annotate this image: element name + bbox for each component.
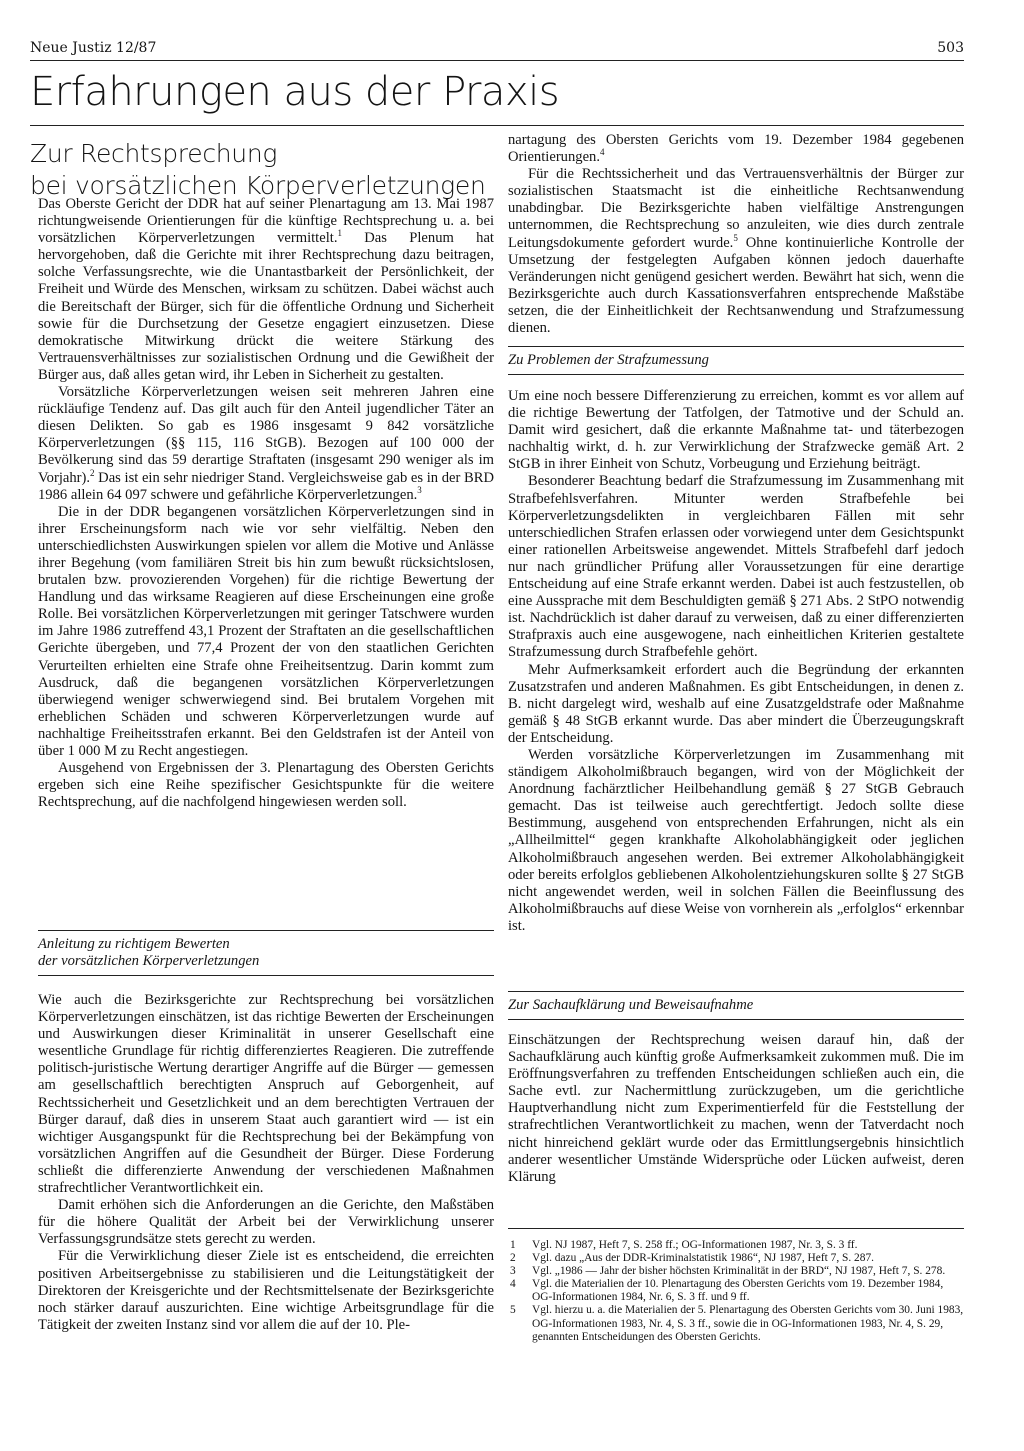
running-header: [30, 38, 964, 61]
footnote-ref: 3: [417, 484, 422, 495]
footnote-number: 4: [510, 1278, 516, 1291]
section-title: Erfahrungen aus der Praxis: [30, 69, 560, 115]
footnote-number: 5: [510, 1304, 516, 1317]
right-column-sachaufklaerung: [508, 1032, 964, 1186]
article-title-line-1: Zur Rechtsprechung: [30, 139, 278, 168]
paragraph: Für die Verwirklichung dieser Ziele ist es entscheidend, die erreichten positiven Arbeitsergebnisse zu stabilisieren und die Leitungstätigkeit der Direktoren der Kreisgerichte und der Rechtsmittelsenate der Bezirksgerichte noch stärker darauf auszurichten. Eine wichtige Arbeitsgrundlage für die Tätigkeit der zweiten Instanz sind vor allem die auf der 10. Ple-: [38, 1248, 494, 1333]
paragraph: Besonderer Beachtung bedarf die Strafzumessung im Zusammenhang mit Strafbefehlsverfahren. Mitunter werden Strafbefehle bei Körperverletzungsdelikten in vergleichbaren Fällen mit sehr unterschiedlichen Strafen erlassen oder vorwiegend unter dem Gesichtspunkt einer rationellen Arbeitsweise angewendet. Mittels Strafbefehl darf jedoch nur nach gründlicher Prüfung aller Voraussetzungen für eine derartige Entscheidung auf eine Strafe erkannt werden. Dabei ist auch festzustellen, ob eine Aussprache mit dem Beschuldigten gemäß § 271 Abs. 2 StPO notwendig ist. Nachdrücklich ist daher darauf zu verweisen, daß zu einer differenzierten Strafpraxis auch eine ausgewogene, nach einheitlichen Kriterien gestaltete Strafzumessung durch Strafbefehle gehört.: [508, 473, 964, 661]
right-column-top: [508, 132, 964, 337]
footnote-ref: 1: [337, 228, 342, 239]
footnote-number: 1: [510, 1239, 516, 1251]
footnote: [508, 1304, 964, 1343]
footnote-text: Vgl. NJ 1987, Heft 7, S. 258 ff.; OG-Informationen 1987, Nr. 3, S. 3 ff.: [532, 1239, 858, 1251]
paragraph: nartagung des Obersten Gerichts vom 19. Dezember 1984 gegebenen Orientierungen.$^4$: [508, 132, 964, 166]
paragraph: Für die Rechtssicherheit und das Vertrauensverhältnis der Bürger zur sozialistischen Staatsmacht ist die einheitliche Rechtsanwendung unabdingbar. Die Bezirksgerichte haben vielfältige Anstrengungen unternommen, die Rechtsprechung so anzuleiten, wie dies durch zentrale Leitungsdokumente gefordert wurde.$^5$ Ohne kontinuierliche Kontrolle der Umsetzung der festgelegten Aufgaben können jedoch dauerhafte Veränderungen nicht genügend gesichert werden. Bewährt hat sich, wenn die Bezirksgerichte auch durch Kassationsverfahren entsprechende Maßstäbe setzen, die der Einheitlichkeit der Rechtsanwendung und Strafzumessung dienen.: [508, 166, 965, 337]
subheading-strafzumessung: Zu Problemen der Strafzumessung: [508, 346, 964, 375]
footnote-ref: 4: [600, 147, 605, 158]
footnote-text: Vgl. „1986 — Jahr der bisher höchsten Kriminalität in der BRD“, NJ 1987, Heft 7, S. 278.: [532, 1265, 946, 1278]
footnote: [508, 1252, 964, 1265]
footnote-number: 2: [510, 1252, 516, 1265]
paragraph: Wie auch die Bezirksgerichte zur Rechtsprechung bei vorsätzlichen Körperverletzungen einschätzen, ist das richtige Bewerten der Erscheinungen und Auswirkungen dieser Kriminalität in unserer Gesellschaft eine wesentliche Grundlage für richtig differenziertes Reagieren. Die zutreffende politisch-juristische Wertung derartiger Angriffe auf die Bürger — gemessen am gesellschaftlich berechtigten Anspruch auf Geborgenheit, auf Rechtssicherheit und Gesetzlichkeit und an dem berechtigten Vertrauen der Bürger darauf, daß dies in unserem Staat auch garantiert wird — ist ein wichtiger Ausgangspunkt für die Rechtsprechung bei der Bekämpfung von vorsätzlichen Angriffen auf die Gesundheit der Bürger. Diese Forderung schließt die differenzierte Anwendung der verschiedenen Maßnahmen strafrechtlicher Verantwortlichkeit ein.: [38, 992, 494, 1197]
paragraph: Werden vorsätzliche Körperverletzungen im Zusammenhang mit ständigem Alkoholmißbrauch begangen, wird von der Möglichkeit der Anordnung fachärztlicher Heilbehandlung gemäß § 27 StGB Gebrauch gemacht. Das ist teilweise auch gerechtfertigt. Jedoch sollte diese Bestimmung, ausgehend von entsprechenden Erfahrungen, nicht als ein „Allheilmittel“ gegen krankhafte Alkoholabhängigkeit oder jeglichen Alkoholmißbrauch angesehen werden. Bei extremer Alkoholabhängigkeit oder bereits erfolglos gebliebenen Alkoholentziehungskuren sollte § 27 StGB nicht angewendet werden, weil in solchen Fällen die Beeinflussung des Alkoholmißbrauchs auf diese Weise von vornherein als „erfolglos“ erkennbar ist.: [508, 746, 964, 934]
paragraph: Mehr Aufmerksamkeit erfordert auch die Begründung der erkannten Zusatzstrafen und anderen Maßnahmen. Es gibt Entscheidungen, in denen z. B. nicht dargelegt wird, weshalb auf eine Zusatzgeldstrafe oder Maßnahme gemäß § 48 StGB erkannt wurde. Das aber mindert die Überzeugungskraft der Entscheidung.: [508, 661, 964, 746]
footnotes: [508, 1228, 964, 1344]
page-number: 503: [937, 40, 964, 56]
paragraph: Damit erhöhen sich die Anforderungen an die Gerichte, den Maßstäben für die höhere Qualität der Arbeit bei der Verwirklichung unserer Verfassungsgrundsätze stets gerecht zu werden.: [38, 1197, 494, 1248]
paragraph: Ausgehend von Ergebnissen der 3. Plenartagung des Obersten Gerichts ergeben sich eine Reihe spezifischer Gesichtspunkte für die weitere Rechtsprechung, auf die nachfolgend hingewiesen werden soll.: [38, 760, 494, 811]
footnote-number: 3: [510, 1265, 516, 1278]
paragraph: Vorsätzliche Körperverletzungen weisen seit mehreren Jahren eine rückläufige Tendenz auf. Das gilt auch für den Anteil jugendlicher Täter an diesen Delikten. So gab es 1986 insgesamt 9 842 vorsätzliche Körperverletzungen (§§ 115, 116 StGB). Bezogen auf 100 000 der Bevölkerung sind das 59 derartige Straftaten (insgesamt 290 weniger als im Vorjahr).$^2$ Das ist ein sehr niedriger Stand. Vergleichsweise gab es in der BRD 1986 allein 64 097 schwere und gefährliche Körperverletzungen.$^3$: [38, 384, 495, 503]
footnote-text: Vgl. hierzu u. a. die Materialien der 5. Plenartagung des Obersten Gerichts vom 30. Juni 1983, OG-Informationen 1983, Nr. 4, S. 3 ff., sowie die in OG-Informationen 1983, Nr. 4, S. 29, genannten Entscheidungen des Obersten Gerichts.: [532, 1304, 964, 1343]
journal-issue: Neue Justiz 12/87: [30, 40, 157, 56]
paragraph: Das Oberste Gericht der DDR hat auf seiner Plenartagung am 13. Mai 1987 richtungweisende Orientierungen für die künftige Rechtsprechung u. a. bei vorsätzlichen Körperverletzungen vermittelt.$^1$ Das Plenum hat hervorgehoben, daß die Gerichte mit ihrer Rechtsprechung dazu beitragen, solche Verfassungsrechte, wie die Unantastbarkeit der Persönlichkeit, der Freiheit und Würde des Menschen, wirksam zu schützen. Dabei wächst auch die Bereitschaft der Bürger, sich für die öffentliche Ordnung und Sicherheit sowie für die Durchsetzung der Gesetze engagiert einzusetzen. Diese demokratische Mitwirkung drückt die weitere Stärkung des Vertrauensverhältnisses zur sozialistischen Ordnung und die Gewißheit der Bürger aus, daß alles getan wird, ihr Leben in Sicherheit zu gestalten.: [38, 196, 494, 383]
footnote: [508, 1278, 964, 1304]
paragraph: Einschätzungen der Rechtsprechung weisen darauf hin, daß der Sachaufklärung auch künftig große Aufmerksamkeit zukommen muß. Die im Eröffnungsverfahren zu treffenden Entscheidungen schließen auch ein, die Sache evtl. zur Nachermittlung zurückzugeben, um die gerichtliche Hauptverhandlung nicht zum Experimentierfeld für die Feststellung der strafrechtlichen Verantwortlichkeit zu machen, wenn der Tatverdacht noch nicht hinreichend geklärt wurde oder das Ermittlungsergebnis hinsichtlich anderer wesentlicher Umstände Widersprüche oder Lücken aufweist, deren Klärung: [508, 1032, 964, 1185]
left-column-bewerten: [38, 992, 494, 1334]
footnote-text: Vgl. die Materialien der 10. Plenartagung des Obersten Gerichts vom 19. Dezember 1984, OG-Informationen 1984, Nr. 6, S. 3 ff. und 9 ff.: [532, 1278, 944, 1304]
footnote: [508, 1265, 964, 1278]
footnote-ref: 5: [733, 232, 738, 243]
left-column-intro: [38, 196, 494, 811]
footnote-text: Vgl. dazu „Aus der DDR-Kriminalstatistik 1986“, NJ 1987, Heft 7, S. 287.: [532, 1252, 874, 1265]
footnote-ref: 2: [90, 467, 95, 478]
section-rule: [30, 125, 964, 126]
paragraph: Um eine noch bessere Differenzierung zu erreichen, kommt es vor allem auf die richtige Bewertung der Tatfolgen, der Tatmotive und der Schuld an. Damit wird gesichert, daß die erkannte Maßnahme tat- und täterbezogen nachhaltig wirkt, d. h. zur Verwirklichung der Strafzwecke gemäß Art. 2 StGB in ihrer Einheit von Schutz, Vorbeugung und Erziehung beiträgt.: [508, 388, 964, 473]
footnote: [508, 1239, 964, 1252]
paragraph: Die in der DDR begangenen vorsätzlichen Körperverletzungen sind in ihrer Erscheinungsform nach wie vor sehr vielfältig. Neben den unterschiedlichsten Auswirkungen spielen vor allem die Motive und Anlässe ihrer Begehung (vom familiären Streit bis hin zum bewußt rücksichtslosen, brutalen bzw. provozierenden Vorgehen) für die richtige Bewertung der Handlung und das wirksame Reagieren auf diese Erscheinungen eine große Rolle. Bei vorsätzlichen Körperverletzungen mit geringer Tatschwere wurden im Jahre 1986 zutreffend 43,1 Prozent der Straftaten an die gesellschaftlichen Gerichte übergeben, und 77,4 Prozent der von den staatlichen Gerichten Verurteilten erhielten eine Strafe ohne Freiheitsentzug. Darin kommt zum Ausdruck, daß die begangenen vorsätzlichen Körperverletzungen überwiegend weniger schwerwiegend sind. Bei brutalem Vorgehen mit erheblichen Schäden und schweren Körperverletzungen wurde auf nachhaltige Freiheitsstrafen erkannt. Bei den Geldstrafen ist der Anteil von über 1 000 M zu Recht angestiegen.: [38, 503, 494, 759]
right-column-strafzumessung: [508, 388, 964, 935]
article-title: [30, 138, 500, 202]
subheading-bewerten: Anleitung zu richtigem Bewerten der vorsätzlichen Körperverletzungen: [38, 930, 494, 976]
subheading-sachaufklaerung: Zur Sachaufklärung und Beweisaufnahme: [508, 991, 964, 1020]
article-title-line-2: bei vorsätzlichen Körperverletzungen: [30, 171, 486, 200]
